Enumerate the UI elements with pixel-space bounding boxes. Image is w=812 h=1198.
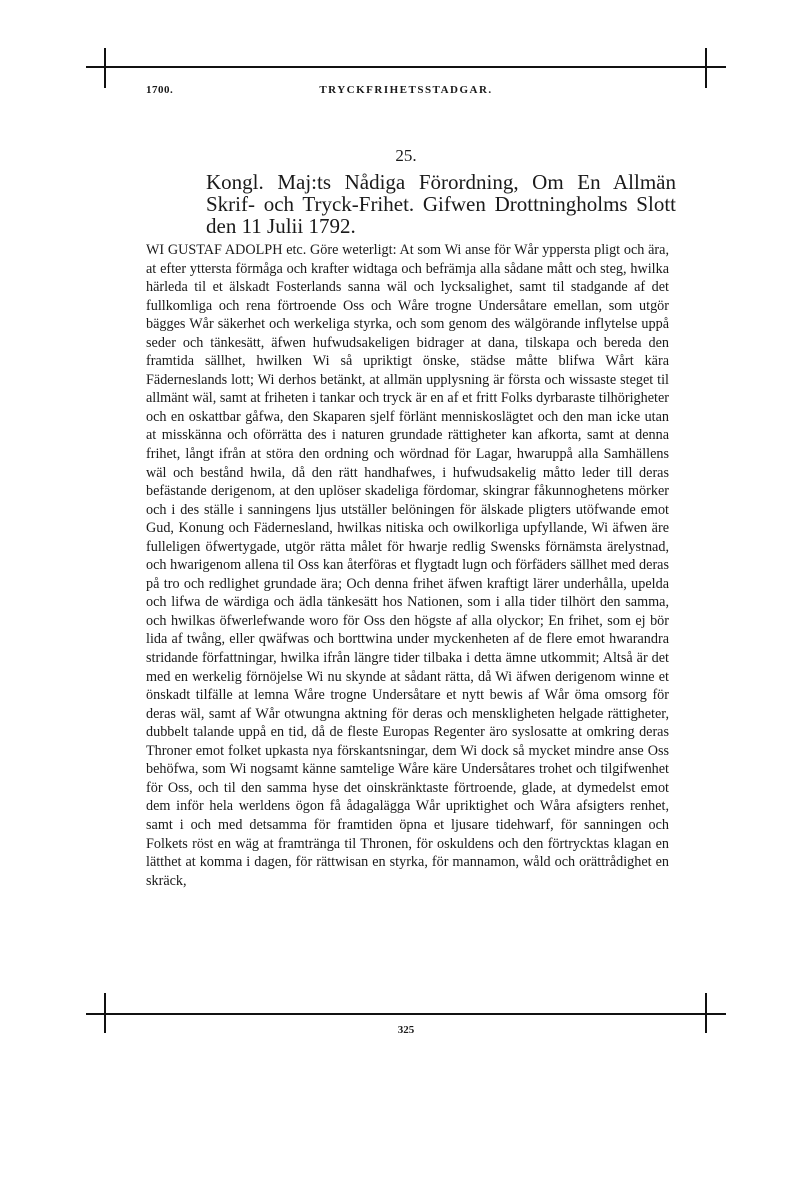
title-line: den 11 Julii 1792. (206, 214, 356, 238)
header-year: 1700. (146, 84, 174, 96)
title-line: Skrif- och Tryck-Frihet. Gifwen Drottningholms Slott (206, 192, 676, 216)
top-right-tick (705, 48, 707, 88)
section-number: 25. (395, 146, 417, 165)
top-rule (86, 66, 726, 68)
body-text: WI GUSTAF ADOLPH etc. Göre weterligt: At som Wi anse för Wår yppersta pligt och ära, at efter yttersta förmåga och krafter widtaga och befrämja alla sådane mått och steg, hwilka härleda til et älskadt Fosterlands sanna wäl och lycksalighet, samt til stadgande af det fullkomliga och rena förtroende Oss och Wåre trogne Undersåtare emellan, som utgör bägges Wår säkerhet och werkeliga styrka, och som genom des wälgörande inflytelse uppå seder och tänkesätt, äfwen hufwudsakeligen bidrager at dana, tilskapa och bereda den framtida sällhet, hwilken Wi så upriktigt önske, städse måtte blifwa Wårt kära Fäderneslands lott; Wi derhos betänkt, at allmän upplysning är första och wissaste steget til allmänt wäl, samt at friheten i tankar och tryck är en af et fritt Folks dyrbaraste tilhörigheter och en oskattbar gåfwa, den Skaparen sjelf förlänt menniskoslägtet och den man icke utan at misskänna och oförrätta des i naturen grundade rättigheter kan afkorta, samt at denna frihet, långt ifrån at störa den ordning och wördnad för Lagar, hwaruppå alla Samhällens wäl och bestånd hwila, då den rätt handhafwes, i hufwudsakelig måtto leder till deras befästande derigenom, at den uplöser skadeliga fördomar, skingrar fåkunnoghetens mörker och i des ställe i sanningens ljus utställer belöningen för älskade pligters utöfwande emot Gud, Konung och Fädernesland, hwilkas nitiska och owilkorliga upfyllande, Wi äfwen äre fulleligen öfwertygade, utgör rätta målet för hwarje redlig Swensks förnämsta ärelystnad, och hwarigenom allena til Oss kan återföras et flygtadt lugn och förfäders sällhet med deras på tro och redlighet grundade ära; Och denna frihet äfwen kraftigt lärer underhålla, upelda och lifwa de wärdiga och ädla tänkesätt hos Nationen, som i alla tider tilhört den samma, och hwilkas öfwerlefwande woro för Oss den högste af alla olyckor; En frihet, som ej bör lida af twång, eller qwäfwas och borttwina under myckenheten af de flere emot hwarandra stridande författningar, hwilka ifrån längre tider tilbaka i detta ämne utkommit; Altså är det med en werkelig förnöjelse Wi nu skynde at sådant rätta, då Wi äfwen derigenom winne et önskadt tilfälle at lemna Wåre trogne Undersåtare et nytt bewis af Wår öma omsorg för deras wäl, samt af Wår otwungna aktning för deras och menskligheten helgade rättigheter, dubbelt talande uppå en tid, då de fleste Europas Regenter äro syslosatte at omkring deras Throner emot folket upkasta nya förskantsningar, dem Wi dock så mycket mindre anse Oss behöfwa, som Wi nogsamt känne samtelige Wåre käre Undersåtares trohet och tilgifwenhet för Oss, och til den samma hyse det oinskränktaste förtroende, glade, at dymedelst emot dem inför hela werldens ögon få ådagalägga Wår upriktighet och Wåra afsigters renhet, samt i och med detsamma för framtiden öpna et ljusare tidehwarf, för sanningen och Folkets röst en wäg at framtränga til Thronen, för oskuldens och den förtrycktas klagan en lätthet at komma i dagen, för rättwisan en styrka, för mannamon, wåld och orättrådighet en skräck, (146, 242, 669, 889)
running-title: TRYCKFRIHETSSTADGAR. (319, 84, 493, 96)
top-left-tick (104, 48, 106, 88)
page-number: 325 (397, 1024, 415, 1036)
title-line: Kongl. Maj:ts Nådiga Förordning, Om En Allmän (206, 170, 676, 194)
document-title (206, 171, 676, 237)
bottom-rule (86, 1013, 726, 1015)
